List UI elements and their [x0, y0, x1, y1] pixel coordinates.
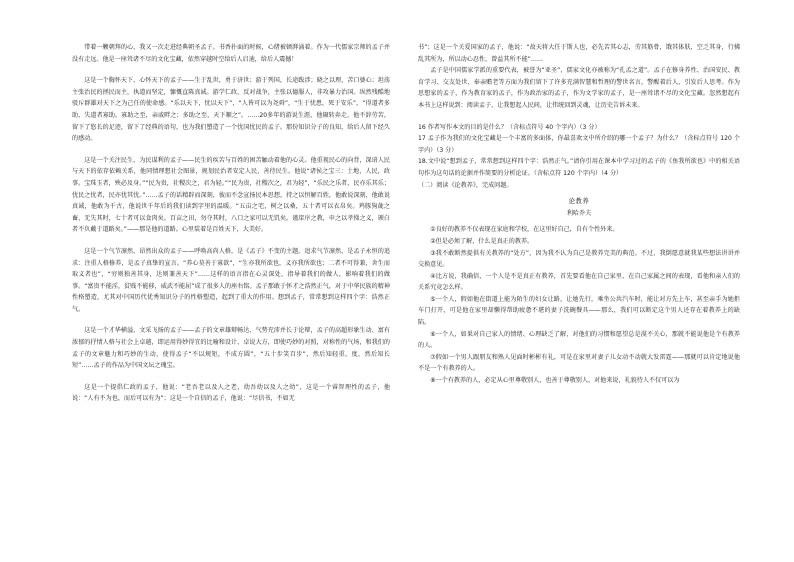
left-column: [72, 42, 390, 405]
right-paragraph: ③我不敢断然提供有关教养的“处方”，因为我不认为自己是教养完美的典范。不过，我倒愿意就我某些想法讲讲并交换意见。: [418, 249, 740, 269]
right-paragraph: ⑤一个人，假如他在街道上能为陌生的妇女让路，让她先行，乘坐公共汽车时，能让对方先上车，甚至亲手为她拒车门打开，可是他在家里却懒得帮助疲惫不堪的妻子洗碗餐具——那么，我们可以断定这个男人还存在着教养上的缺陷。: [418, 295, 740, 327]
right-paragraph: ①良好的教养不仅表现在家庭和学校，在这里好自己，自有个性外来。: [430, 226, 619, 234]
paragraph-gap: [72, 145, 390, 155]
right-paragraph: （二）阅读《论教养》，完成问题。: [418, 181, 513, 189]
right-paragraph: 18.文中说“想到孟子，常常想到这样四个字：浩然正气。”请你引用在课本中学习过的孟子的《鱼我所欲也》中的相关语句作为这句话的论据并作简要的分析论证。（含标点符 120 个字内）（4 分）: [418, 158, 740, 177]
paragraph-gap: [418, 112, 740, 122]
right-paragraph: ⑥一个人，如果对自己家人的情绪、心理缺乏了解，对他们的习惯和愿望总是漠不关心，那就不能说他是个有教养的人。: [418, 330, 740, 350]
right-paragraph: ⑦假如一个男人跟朋友和熟人见面时彬彬有礼，可是在家里对妻子儿女动不动就大发雷霆——那就可以肯定地说他不是一个有教养的人。: [418, 353, 740, 373]
right-paragraph: ④比方说，我确信，一个人是不是真正有教养，首先要看他在自己家里、在自己家属之间的表现，看他和亲人们的关系究竟怎么样。: [418, 272, 740, 292]
right-paragraph: 孟子是中国儒家学派的重要代表，被誉为“亚圣”，儒家文化亦被称为“孔孟之道”。孟子在修身养性、治国安民、教育学习、交友处世、奉亲赡老等方面为我们留下了许多充满智慧和哲理的警世名言，警醒着后人，引发后人思考。作为思想家的孟子，作为教育家的孟子，作为政治家的孟子，作为文学家的孟子，是一座耸诸不尽的文化宝藏。忽然想起有本书上这样说到：阅读孟子，让我想起人民间，让伟统回到灵魂，让历史告诉未来。: [418, 67, 740, 109]
right-paragraph: 利哈乔夫: [566, 209, 592, 217]
paragraph-gap: [72, 236, 390, 246]
left-paragraph: 这是一个气节凛然、昂然出众的孟子——呼唤高尚人格，是《孟子》不变的主题。追求气节凛然，是孟子永恒的追求：注重人格修养，是孟子真挚的宣言。“养心莫善于寡欲”，“生亦我所欲也，义亦我所欲也；二者不可得兼，舍生而取义者也”，“穷则独善其身，达则兼善天下”……这样的语言指在心灵深处，指导着我们的做人，影响着我们的做事。“富贵不能淫，贫贱不能移，威武不能屈”成了很多人的座右铭。孟子那敢于怀才之浩然正气，对于中华民族的精神性格塑造，尤其对中国历代优秀知识分子的性格塑造，起到了重大的作用。想到孟子，常常想到这样四个字：浩然正气。: [72, 247, 390, 313]
right-paragraph: ②但是必须了解，什么是真正的教养。: [430, 237, 534, 245]
left-paragraph: 这是一个提倡仁政的孟子，他说：“老吾老以及人之老，幼吾幼以及人之幼”，这是一个睿智理性的孟子，他说：“人有不为也，而后可以有为”；这是一个自信的孟子，他说：“尽信书，不如无: [72, 383, 390, 403]
left-paragraph: 这是一个关注民生、为民谋利的孟子——民生的疾苦与百姓的困苦触动着他的心灵。他重视民心的向背，深谙人民与天下的依存依赖关系，他同情理想社会图景，规划民治者安定人民，善待民生。他说“诸侯之宝三：土地，人民，政事。宝珠玉者，殃必及身。”“民为贵，社稷次之，君为轻。”“民为贵，社稷次之，君为轻”，“乐民之乐者，民亦乐其乐；忧民之忧者，民亦忧其忧。”……孟子的话精辟而深刻，彼而不念宣扬民本思想，持之以恒解百姓，他敢说深刻，他敢说真诚，他敢为千古，他说世千年后的我们读到字里的温暖。“五亩之宅，树之以桑，五十者可以衣帛矣。鸡豚狗彘之畜，无失其时，七十者可以食肉矣。百亩之田，勿夺其时，八口之家可以无饥矣。谨庠序之教，申之以孝悌之义，颁白者不负戴于道路矣。”——那是他的道路。心里装着是百姓天下，大美好。: [72, 156, 390, 234]
right-paragraph: 16 作者写作本文的目的是什么？（含标点符号 40 个字内）（3 分）: [418, 123, 601, 131]
left-paragraph: 带着一颗朝拜的心，我又一次走进经典朝圣孟子。书香扑面的时候，心绪被顿湃涌着。作为一代儒家宗师的孟子并没有走远。他是一座耸诸不尽的文化宝藏，依然穿越时空给后人启迪，给后人震撼！: [72, 44, 390, 63]
paragraph-gap: [72, 315, 390, 325]
paragraph-gap: [72, 372, 390, 382]
left-paragraph: 这是一个才华横溢、文采飞扬的孟子——孟子的文章雄辩畅达、气势充沛并长于论辩，孟子的高超形象生动、富有浓郁的抒情人格与社会上卓越，即运用得妙得宜的比喻和设计、卓说大方，即使巧妙的对照，对称性的气场，和我们的孟子的文章魅力和巧妙的生动，使得孟子“不以规矩，不成方圆”，“五十步笑百步”，然后知轻重，度，然后知长短”……孟子的作品为中国文坛之瑰宝。: [72, 327, 390, 370]
right-paragraph: 书”；这是一个关爱国家的孟子，他说：“故天将大任于斯人也，必先苦其心志，劳其筋骨，饿其体肤，空乏其身，行拂乱其所为，所以动心忍性，曾益其所不能”……: [418, 44, 740, 63]
left-paragraph: 这是一个胸怀天下、心怀天下的孟子——生于乱世，勇于济世；游于列国，长途跋涉；晓之以理，苦口婆心；坦荡主张治民的拯民而主，执道而坚定，慷慨直陈真诚。游学仁政，反对战争，主张以德服人，非攻暴力治国。纵然残酷地驳斥群雄对天下之为己任的使命感。“乐以天下，忧以天下”，“人皆可以为尧舜”，“生于忧患，死于安乐”，“得道者多助，失道者寡助。寡助之至，亲戚畔之；多助之至，天下顺之”。……20多年的游说生涯，他辗转奔走，他不辞劳苦，留下了悠长的足迹，留下了经典的语句，也为我们塑造了一个忧国忧民的孟子。那份知识分子的良知，给后人留下经久的感动。: [72, 77, 390, 143]
right-column: [418, 42, 740, 387]
paragraph-gap: [72, 65, 390, 75]
right-paragraph: 17 孟子作为我们的文化宝藏是一个丰富的多面体，你最喜欢文中所介绍的哪一个孟子？为什么？（含标点符号 120 个字内）（3 分）: [418, 135, 740, 154]
right-paragraph: ⑧一个有教养的人，必定从心里尊敬别人，也善于尊敬别人。对他来说，礼貌待人不仅可以为: [430, 377, 680, 385]
article-title: 论教养: [568, 197, 590, 206]
